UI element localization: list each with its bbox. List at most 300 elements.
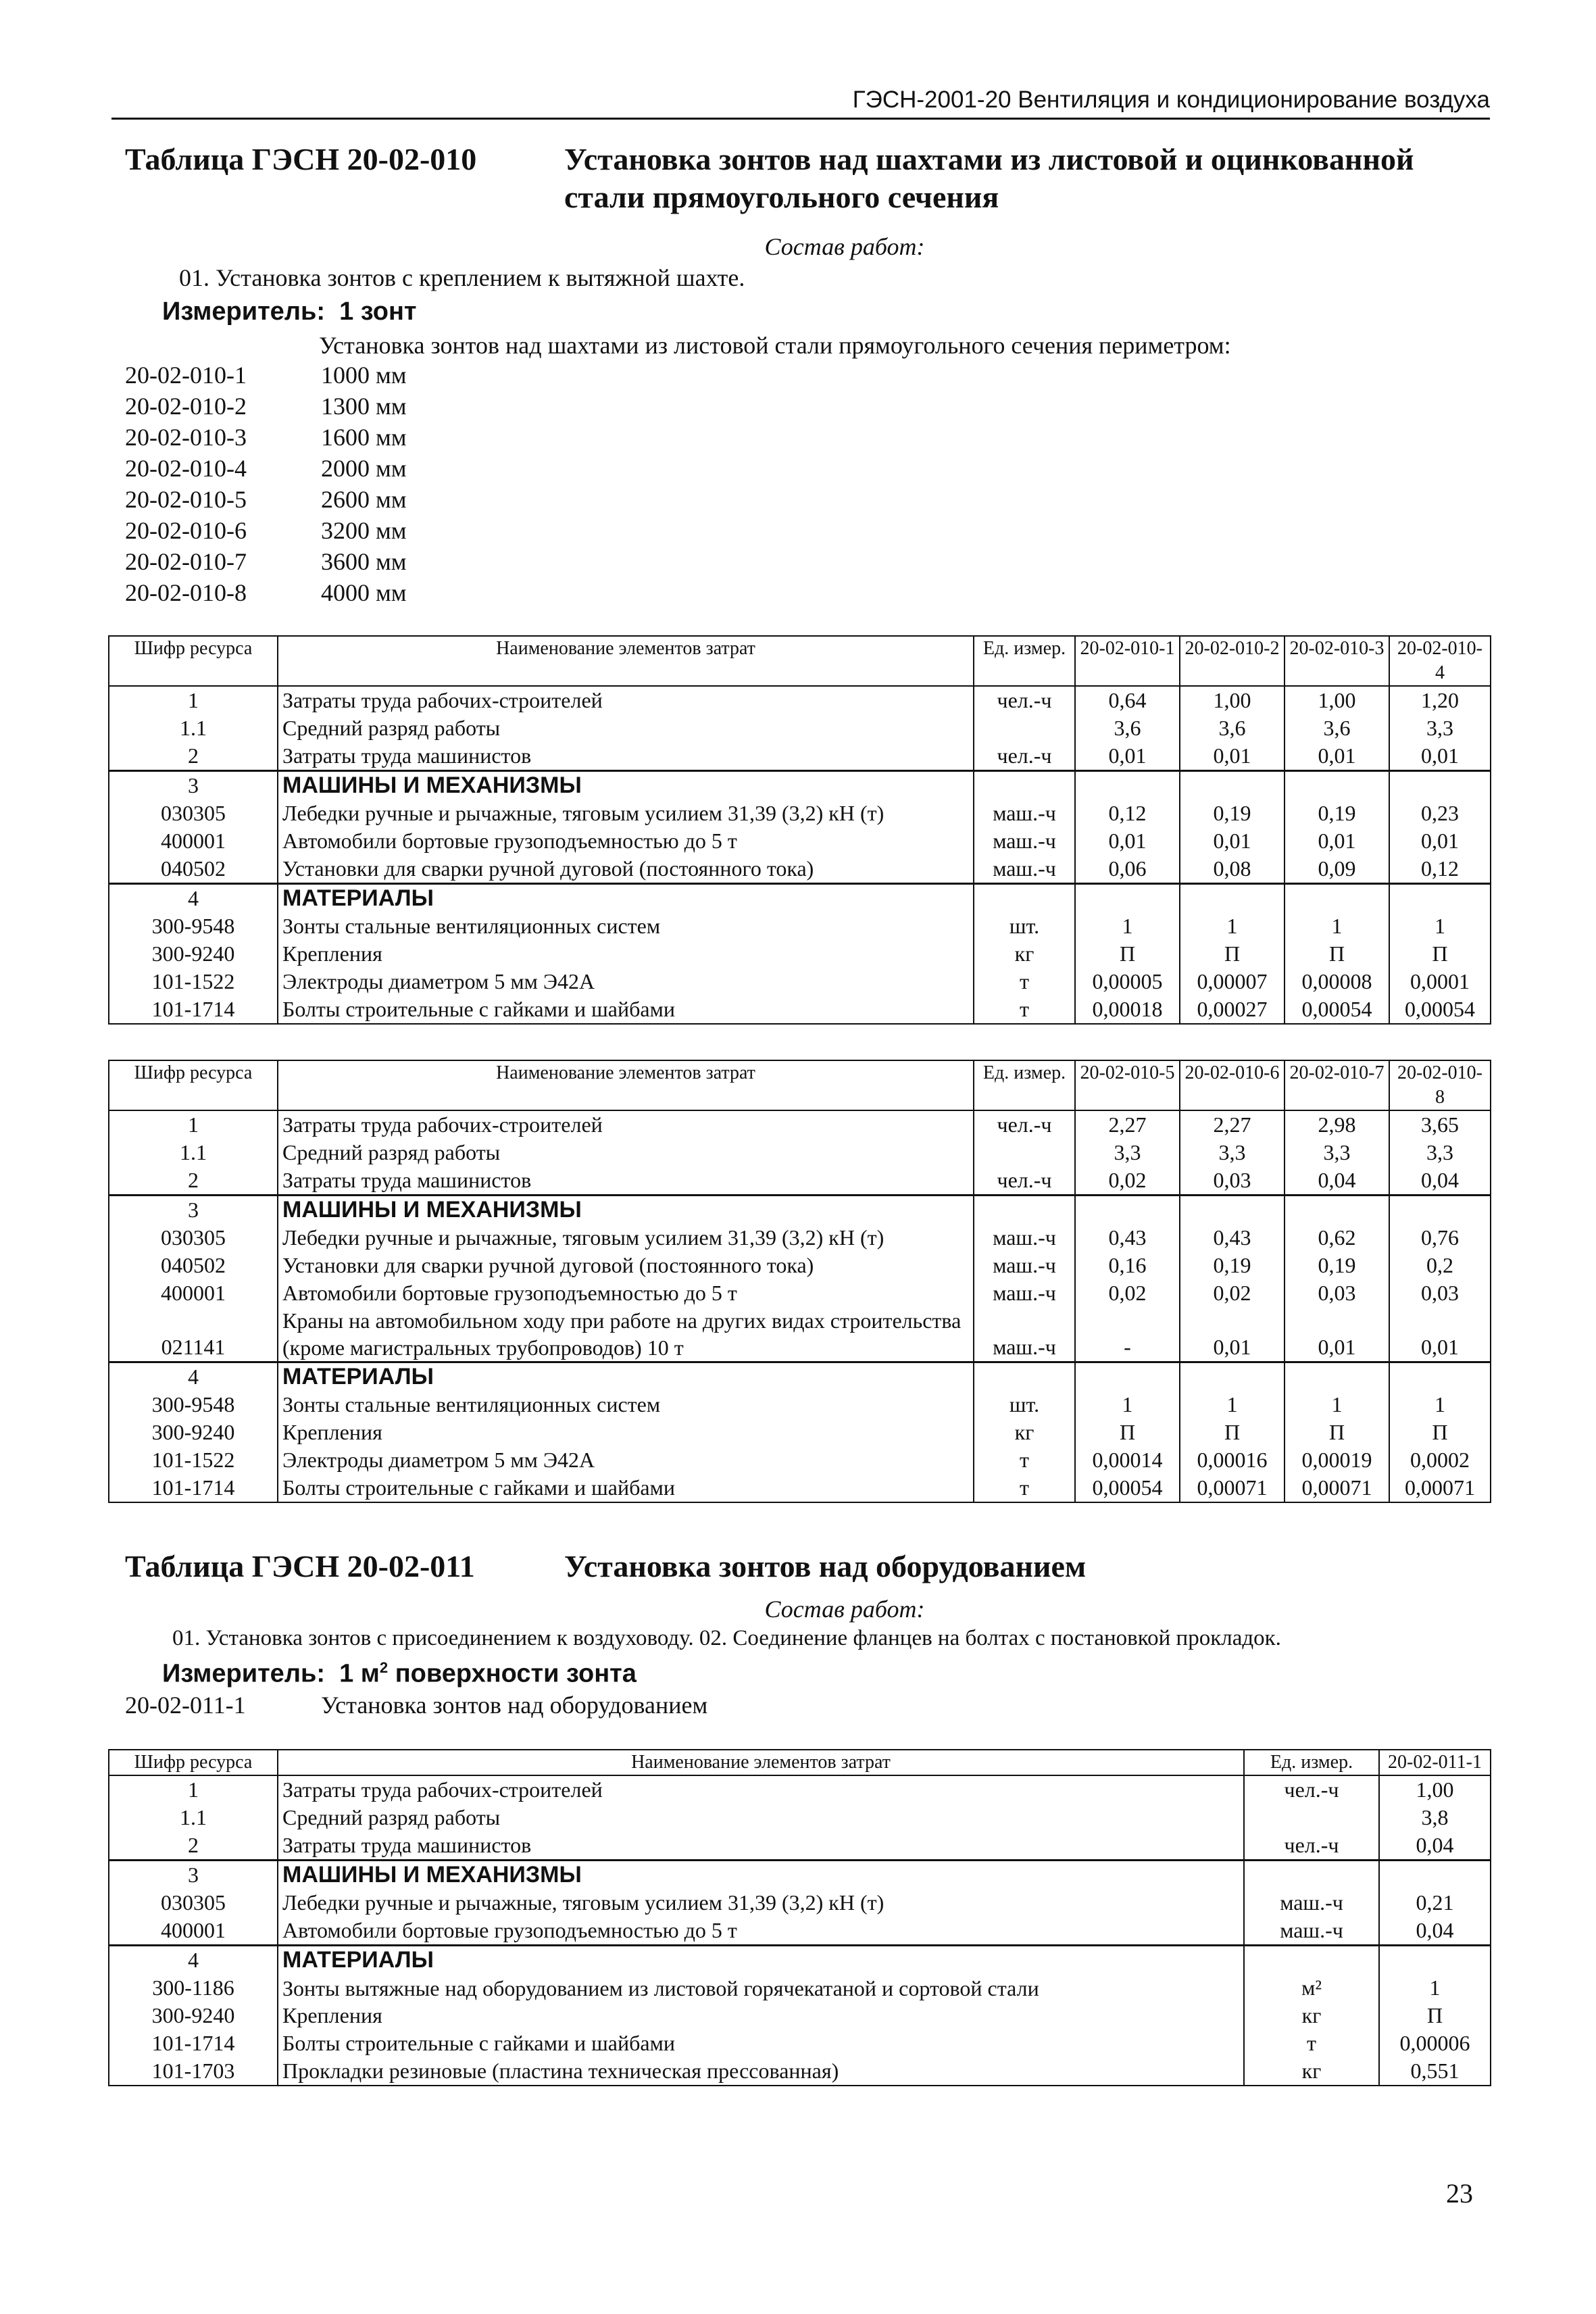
resource-unit: чел.-ч <box>974 1110 1075 1139</box>
resource-code: 101-1714 <box>109 1474 278 1502</box>
norm-value: 0,04 <box>1379 1917 1491 1946</box>
norm-value: 0,02 <box>1180 1279 1285 1307</box>
table-row <box>109 1252 1491 1279</box>
norm-value: 2,27 <box>1075 1110 1180 1139</box>
norm-value: 1 <box>1379 1974 1491 2002</box>
norm-value: 3,8 <box>1379 1804 1491 1831</box>
table-row <box>109 2057 1491 2086</box>
table-row <box>109 742 1491 771</box>
resource-name: Установки для сварки ручной дуговой (постоянного тока) <box>278 1252 974 1279</box>
table-row <box>109 1391 1491 1419</box>
resource-unit <box>974 771 1075 800</box>
norm-value: П <box>1285 940 1389 968</box>
resource-code: 1 <box>109 686 278 714</box>
resource-unit: маш.-ч <box>974 1307 1075 1362</box>
header-code: Шифр ресурса <box>109 636 278 686</box>
measure-value-2: 1 м <box>339 1659 380 1688</box>
norm-value: 0,01 <box>1180 1307 1285 1362</box>
table-row <box>109 2029 1491 2057</box>
norm-value: П <box>1389 1419 1491 1446</box>
resource-unit <box>974 884 1075 913</box>
norm-value <box>1379 1861 1491 1890</box>
norm-table-a <box>108 635 1491 1025</box>
variant-size: 1000 мм <box>321 362 407 389</box>
norm-value: 1 <box>1285 912 1389 940</box>
norm-value: 0,00007 <box>1180 968 1285 995</box>
resource-code: 4 <box>109 1946 278 1975</box>
norm-value: 1,00 <box>1379 1775 1491 1804</box>
resource-name: Средний разряд работы <box>278 1139 974 1166</box>
norm-value: 0,19 <box>1285 1252 1389 1279</box>
measure-tail: поверхности зонта <box>388 1659 637 1688</box>
norm-value: 0,03 <box>1180 1166 1285 1196</box>
variant-code: 20-02-010-5 <box>125 486 247 513</box>
norm-value: 1,00 <box>1285 686 1389 714</box>
resource-code: 4 <box>109 884 278 913</box>
variant-code: 20-02-010-6 <box>125 517 247 544</box>
norm-value <box>1285 884 1389 913</box>
table-row <box>109 1446 1491 1474</box>
table-row <box>109 940 1491 968</box>
resource-code: 040502 <box>109 1252 278 1279</box>
resource-code: 300-9240 <box>109 1419 278 1446</box>
resource-code: 101-1522 <box>109 968 278 995</box>
norm-value <box>1180 1196 1285 1225</box>
table-row <box>109 799 1491 827</box>
resource-code: 1 <box>109 1110 278 1139</box>
norm-value: 3,65 <box>1389 1110 1491 1139</box>
norm-value: 0,03 <box>1285 1279 1389 1307</box>
resource-unit: маш.-ч <box>974 855 1075 884</box>
resource-code: 3 <box>109 1196 278 1225</box>
header-column-code: 20-02-010-4 <box>1389 636 1491 686</box>
resource-code: 2 <box>109 1166 278 1196</box>
table-row <box>109 1362 1491 1392</box>
table-row <box>109 686 1491 714</box>
norm-value: 2,27 <box>1180 1110 1285 1139</box>
variant-size: 3200 мм <box>321 517 407 544</box>
table-row <box>109 968 1491 995</box>
norm-value <box>1389 771 1491 800</box>
page-number: 23 <box>1446 2178 1473 2209</box>
norm-value: 0,0001 <box>1389 968 1491 995</box>
resource-unit: маш.-ч <box>1244 1889 1379 1917</box>
norm-value: 0,12 <box>1389 855 1491 884</box>
variant-code: 20-02-010-2 <box>125 393 247 420</box>
resource-unit: чел.-ч <box>974 1166 1075 1196</box>
norm-value: 0,01 <box>1285 827 1389 855</box>
header-name: Наименование элементов затрат <box>278 636 974 686</box>
running-header: ГЭСН-2001-20 Вентиляция и кондиционирование воздуха <box>111 87 1490 120</box>
variant-row <box>125 546 407 577</box>
norm-value: 3,3 <box>1389 1139 1491 1166</box>
resource-code: 3 <box>109 771 278 800</box>
resource-unit <box>1244 1946 1379 1975</box>
variant-2 <box>125 1691 707 1719</box>
resource-code: 2 <box>109 1831 278 1861</box>
norm-value: 0,01 <box>1180 827 1285 855</box>
header-name: Наименование элементов затрат <box>278 1750 1244 1775</box>
resource-unit: т <box>974 995 1075 1024</box>
header-column-code: 20-02-010-6 <box>1180 1060 1285 1110</box>
resource-code: 1.1 <box>109 714 278 742</box>
variant-size: 4000 мм <box>321 579 407 606</box>
table-row <box>109 912 1491 940</box>
resource-name: Затраты труда рабочих-строителей <box>278 1110 974 1139</box>
norm-value: 0,00016 <box>1180 1446 1285 1474</box>
resource-code: 030305 <box>109 799 278 827</box>
variant-row <box>125 577 407 608</box>
resource-code: 300-9548 <box>109 1391 278 1419</box>
norm-value: 0,06 <box>1075 855 1180 884</box>
norm-value: 0,43 <box>1075 1224 1180 1252</box>
norm-value: 0,03 <box>1389 1279 1491 1307</box>
table-row <box>109 1166 1491 1196</box>
table-row <box>109 1946 1491 1975</box>
table-row <box>109 1974 1491 2002</box>
norm-value <box>1075 1196 1180 1225</box>
resource-name: Зонты стальные вентиляционных систем <box>278 1391 974 1419</box>
norm-value: 0,00027 <box>1180 995 1285 1024</box>
resource-code: 3 <box>109 1861 278 1890</box>
table-header-row <box>109 636 1491 686</box>
resource-unit <box>974 1362 1075 1392</box>
resource-code: 400001 <box>109 1279 278 1307</box>
resource-unit <box>1244 1804 1379 1831</box>
resource-unit: кг <box>974 1419 1075 1446</box>
header-column-code: 20-02-010-3 <box>1285 636 1389 686</box>
resource-name: Затраты труда рабочих-строителей <box>278 686 974 714</box>
variant-code: 20-02-010-4 <box>125 455 247 482</box>
norm-value: 0,00018 <box>1075 995 1180 1024</box>
norm-value: П <box>1075 1419 1180 1446</box>
measure-unit <box>162 297 417 326</box>
norm-value: 0,01 <box>1075 827 1180 855</box>
norm-value: 0,01 <box>1285 742 1389 771</box>
table-row <box>109 1804 1491 1831</box>
norm-value: 0,551 <box>1379 2057 1491 2086</box>
resource-unit <box>974 1196 1075 1225</box>
norm-value: 0,00008 <box>1285 968 1389 995</box>
measure-value: 1 зонт <box>339 297 417 326</box>
norm-value: 1 <box>1180 1391 1285 1419</box>
norm-value: 0,00054 <box>1285 995 1389 1024</box>
norm-value: П <box>1075 940 1180 968</box>
resource-name: Установки для сварки ручной дуговой (постоянного тока) <box>278 855 974 884</box>
table-header-row <box>109 1750 1491 1775</box>
resource-code: 101-1703 <box>109 2057 278 2086</box>
header-column-code: 20-02-010-7 <box>1285 1060 1389 1110</box>
table-header-row <box>109 1060 1491 1110</box>
section-title: МАШИНЫ И МЕХАНИЗМЫ <box>278 1861 1244 1890</box>
resource-name: Крепления <box>278 1419 974 1446</box>
norm-value <box>1389 1362 1491 1392</box>
table-row <box>109 827 1491 855</box>
variant-row <box>125 484 407 515</box>
norm-value: 1 <box>1075 912 1180 940</box>
resource-unit: маш.-ч <box>974 1279 1075 1307</box>
norm-value: 0,00071 <box>1180 1474 1285 1502</box>
resource-unit: кг <box>974 940 1075 968</box>
table2-code: Таблица ГЭСН 20-02-011 <box>125 1549 475 1583</box>
resource-unit: кг <box>1244 2057 1379 2086</box>
norm-value: - <box>1075 1307 1180 1362</box>
resource-name: Средний разряд работы <box>278 1804 1244 1831</box>
resource-code: 300-9240 <box>109 940 278 968</box>
header-column-code: 20-02-010-8 <box>1389 1060 1491 1110</box>
resource-code: 2 <box>109 742 278 771</box>
table-row <box>109 1861 1491 1890</box>
header-column-code: 20-02-011-1 <box>1379 1750 1491 1775</box>
resource-name: Болты строительные с гайками и шайбами <box>278 995 974 1024</box>
measure-label: Измеритель: <box>162 297 325 326</box>
header-column-code: 20-02-010-5 <box>1075 1060 1180 1110</box>
norm-value: 0,00054 <box>1389 995 1491 1024</box>
norm-value: 0,00054 <box>1075 1474 1180 1502</box>
variant-row <box>125 422 407 453</box>
norm-value: 3,3 <box>1180 1139 1285 1166</box>
variant-text: Установка зонтов над оборудованием <box>321 1692 708 1719</box>
header-column-code: 20-02-010-2 <box>1180 636 1285 686</box>
resource-code: 300-9548 <box>109 912 278 940</box>
header-column-code: 20-02-010-1 <box>1075 636 1180 686</box>
table-row <box>109 1775 1491 1804</box>
table-row <box>109 1279 1491 1307</box>
resource-name: Электроды диаметром 5 мм Э42А <box>278 1446 974 1474</box>
variant-size: 2600 мм <box>321 486 407 513</box>
variant-size: 1300 мм <box>321 393 407 420</box>
norm-value: 0,04 <box>1285 1166 1389 1196</box>
resource-code: 400001 <box>109 1917 278 1946</box>
norm-value: 0,00006 <box>1379 2029 1491 2057</box>
resource-unit: чел.-ч <box>974 742 1075 771</box>
norm-value <box>1180 884 1285 913</box>
table-row <box>109 855 1491 884</box>
resource-unit: чел.-ч <box>1244 1775 1379 1804</box>
resource-code: 400001 <box>109 827 278 855</box>
variant-code: 20-02-011-1 <box>125 1692 246 1719</box>
resource-name: Зонты вытяжные над оборудованием из листовой горячекатаной и сортовой стали <box>278 1974 1244 2002</box>
norm-value: 0,00071 <box>1285 1474 1389 1502</box>
norm-value <box>1075 771 1180 800</box>
norm-value: 0,09 <box>1285 855 1389 884</box>
resource-unit: т <box>974 1474 1075 1502</box>
work-items-2: 01. Установка зонтов с присоединением к воздуховоду. 02. Соединение фланцев на болтах с постановкой прокладок. <box>172 1626 1281 1650</box>
norm-value: 0,00019 <box>1285 1446 1389 1474</box>
variant-row <box>125 453 407 484</box>
variant-size: 1600 мм <box>321 424 407 451</box>
norm-value: П <box>1389 940 1491 968</box>
resource-name: Лебедки ручные и рычажные, тяговым усилием 31,39 (3,2) кН (т) <box>278 1889 1244 1917</box>
table-row <box>109 1474 1491 1502</box>
resource-code: 1.1 <box>109 1139 278 1166</box>
resource-name: Прокладки резиновые (пластина техническая прессованная) <box>278 2057 1244 2086</box>
header-unit: Ед. измер. <box>1244 1750 1379 1775</box>
table-row <box>109 1917 1491 1946</box>
norm-value: 1 <box>1285 1391 1389 1419</box>
norm-value: П <box>1379 2002 1491 2029</box>
norm-value <box>1285 771 1389 800</box>
norm-value: 3,3 <box>1285 1139 1389 1166</box>
norm-table-b <box>108 1060 1491 1503</box>
variant-code: 20-02-010-1 <box>125 362 247 389</box>
norm-value: 0,19 <box>1180 1252 1285 1279</box>
section-title: МАШИНЫ И МЕХАНИЗМЫ <box>278 1196 974 1225</box>
norm-value: 1,00 <box>1180 686 1285 714</box>
norm-value: 0,62 <box>1285 1224 1389 1252</box>
norm-value: 0,64 <box>1075 686 1180 714</box>
resource-unit: кг <box>1244 2002 1379 2029</box>
resource-unit: шт. <box>974 912 1075 940</box>
norm-value: 0,04 <box>1379 1831 1491 1861</box>
table-row <box>109 1224 1491 1252</box>
norm-value: 1 <box>1389 912 1491 940</box>
norm-value: 0,00014 <box>1075 1446 1180 1474</box>
norm-value: 0,0002 <box>1389 1446 1491 1474</box>
resource-name: Болты строительные с гайками и шайбами <box>278 2029 1244 2057</box>
norm-value <box>1285 1362 1389 1392</box>
resource-code: 1 <box>109 1775 278 1804</box>
resource-unit <box>1244 1861 1379 1890</box>
norm-value: 0,2 <box>1389 1252 1491 1279</box>
norm-value: 0,01 <box>1285 1307 1389 1362</box>
table-row <box>109 1831 1491 1861</box>
resource-unit: т <box>974 968 1075 995</box>
resource-code: 4 <box>109 1362 278 1392</box>
table-row <box>109 771 1491 800</box>
table-row <box>109 995 1491 1024</box>
table-row <box>109 1139 1491 1166</box>
resource-code: 101-1522 <box>109 1446 278 1474</box>
resource-name: Электроды диаметром 5 мм Э42А <box>278 968 974 995</box>
section-title: МАТЕРИАЛЫ <box>278 884 974 913</box>
norm-value: 0,01 <box>1180 742 1285 771</box>
resource-name: Затраты труда машинистов <box>278 1831 1244 1861</box>
resource-unit: чел.-ч <box>974 686 1075 714</box>
norm-value: 0,01 <box>1389 742 1491 771</box>
variant-code: 20-02-010-3 <box>125 424 247 451</box>
resource-name: Автомобили бортовые грузоподъемностью до 5 т <box>278 827 974 855</box>
norm-value: 0,19 <box>1180 799 1285 827</box>
resource-unit: маш.-ч <box>974 799 1075 827</box>
norm-value <box>1285 1196 1389 1225</box>
norm-value <box>1389 1196 1491 1225</box>
measure-label-2: Измеритель: <box>162 1659 325 1688</box>
table-name: Установка зонтов над шахтами из листовой и оцинкованной стали прямоугольного сечения <box>564 142 1414 214</box>
variant-row <box>125 360 407 391</box>
variant-code: 20-02-010-8 <box>125 579 247 606</box>
norm-value: 0,01 <box>1389 1307 1491 1362</box>
resource-name: Затраты труда машинистов <box>278 742 974 771</box>
norm-value: 0,00071 <box>1389 1474 1491 1502</box>
norm-value: 0,76 <box>1389 1224 1491 1252</box>
norm-value: 0,02 <box>1075 1279 1180 1307</box>
norm-value <box>1075 1362 1180 1392</box>
resource-name: Лебедки ручные и рычажные, тяговым усилием 31,39 (3,2) кН (т) <box>278 1224 974 1252</box>
norm-value: 0,02 <box>1075 1166 1180 1196</box>
header-code: Шифр ресурса <box>109 1060 278 1110</box>
resource-name: Автомобили бортовые грузоподъемностью до 5 т <box>278 1279 974 1307</box>
norm-value: 0,01 <box>1075 742 1180 771</box>
resource-name: Затраты труда машинистов <box>278 1166 974 1196</box>
norm-value: П <box>1180 940 1285 968</box>
resource-name: Автомобили бортовые грузоподъемностью до 5 т <box>278 1917 1244 1946</box>
resource-unit: чел.-ч <box>1244 1831 1379 1861</box>
table-code: Таблица ГЭСН 20-02-010 <box>125 142 477 176</box>
norm-value: 0,43 <box>1180 1224 1285 1252</box>
table-row <box>109 884 1491 913</box>
norm-value: 0,00005 <box>1075 968 1180 995</box>
norm-value: 3,3 <box>1389 714 1491 742</box>
resource-name: Лебедки ручные и рычажные, тяговым усилием 31,39 (3,2) кН (т) <box>278 799 974 827</box>
resource-code: 021141 <box>109 1307 278 1362</box>
resource-unit <box>974 1139 1075 1166</box>
norm-value: 0,23 <box>1389 799 1491 827</box>
resource-unit: маш.-ч <box>974 1224 1075 1252</box>
variant-size: 2000 мм <box>321 455 407 482</box>
norm-value <box>1180 771 1285 800</box>
section-title: МАТЕРИАЛЫ <box>278 1946 1244 1975</box>
resource-code: 101-1714 <box>109 995 278 1024</box>
norm-table-c <box>108 1749 1491 2086</box>
norm-value: 0,08 <box>1180 855 1285 884</box>
resource-unit: маш.-ч <box>1244 1917 1379 1946</box>
section-title: МАШИНЫ И МЕХАНИЗМЫ <box>278 771 974 800</box>
resource-name: Зонты стальные вентиляционных систем <box>278 912 974 940</box>
norm-value: 1 <box>1075 1391 1180 1419</box>
norm-value: 1,20 <box>1389 686 1491 714</box>
variant-row <box>125 515 407 546</box>
resource-unit: м² <box>1244 1974 1379 2002</box>
resource-code: 030305 <box>109 1224 278 1252</box>
resource-name: Крепления <box>278 2002 1244 2029</box>
resource-code: 1.1 <box>109 1804 278 1831</box>
table2-name: Установка зонтов над оборудованием <box>564 1549 1087 1583</box>
resource-name: Средний разряд работы <box>278 714 974 742</box>
variant-list <box>125 360 407 608</box>
norm-value: П <box>1180 1419 1285 1446</box>
resource-name: Крепления <box>278 940 974 968</box>
work-items: 01. Установка зонтов с креплением к вытяжной шахте. <box>179 264 745 291</box>
resource-unit: маш.-ч <box>974 1252 1075 1279</box>
norm-value: 1 <box>1180 912 1285 940</box>
norm-value: 0,21 <box>1379 1889 1491 1917</box>
header-unit: Ед. измер. <box>974 636 1075 686</box>
resource-name: Краны на автомобильном ходу при работе на других видах строительства (кроме магистральных трубопроводов) 10 т <box>278 1307 974 1362</box>
table-row <box>109 1419 1491 1446</box>
norm-value <box>1379 1946 1491 1975</box>
variant-code: 20-02-010-7 <box>125 548 247 575</box>
resource-code: 040502 <box>109 855 278 884</box>
resource-code: 300-1186 <box>109 1974 278 2002</box>
work-composition-label-2: Состав работ: <box>764 1596 925 1623</box>
norm-value: 3,6 <box>1075 714 1180 742</box>
table-row <box>109 714 1491 742</box>
norm-value: 3,6 <box>1180 714 1285 742</box>
work-composition-label: Состав работ: <box>764 233 925 260</box>
resource-name: Затраты труда рабочих-строителей <box>278 1775 1244 1804</box>
header-name: Наименование элементов затрат <box>278 1060 974 1110</box>
norm-value: 2,98 <box>1285 1110 1389 1139</box>
resource-unit <box>974 714 1075 742</box>
norm-value: 3,6 <box>1285 714 1389 742</box>
norm-value <box>1075 884 1180 913</box>
variants-intro: Установка зонтов над шахтами из листовой стали прямоугольного сечения периметром: <box>319 332 1231 359</box>
norm-value: 1 <box>1389 1391 1491 1419</box>
norm-value: 0,19 <box>1285 799 1389 827</box>
resource-code: 300-9240 <box>109 2002 278 2029</box>
table-row <box>109 1889 1491 1917</box>
